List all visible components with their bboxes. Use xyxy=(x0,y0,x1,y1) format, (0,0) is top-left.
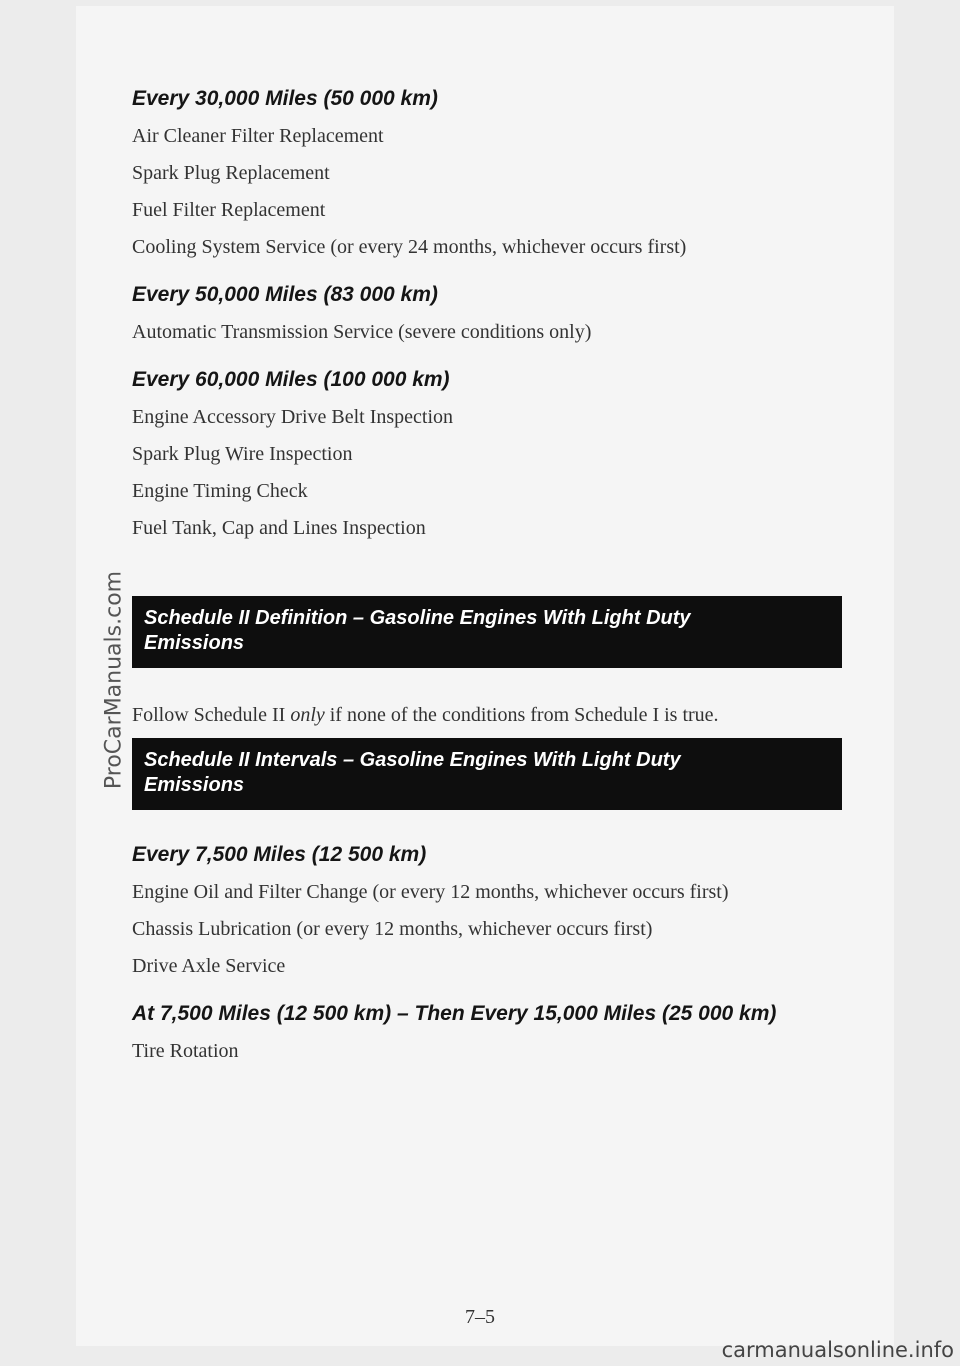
follow-text-end: if none of the conditions from Schedule I is true. xyxy=(324,704,719,726)
interval-block xyxy=(132,840,848,985)
maintenance-item: Automatic Transmission Service (severe conditions only) xyxy=(132,321,592,343)
maintenance-item: Engine Accessory Drive Belt Inspection xyxy=(132,406,454,428)
interval-heading: Every 50,000 Miles (83 000 km) xyxy=(132,283,438,306)
maintenance-item: Fuel Tank, Cap and Lines Inspection xyxy=(132,517,426,539)
banner-title-line: Schedule II Intervals – Gasoline Engines With Light Duty xyxy=(144,749,681,771)
interval-heading: Every 7,500 Miles (12 500 km) xyxy=(132,843,427,866)
maintenance-item: Engine Oil and Filter Change (or every 12 months, whichever occurs first) xyxy=(132,881,729,903)
schedule-one-intervals xyxy=(132,84,848,561)
maintenance-item: Air Cleaner Filter Replacement xyxy=(132,125,384,147)
schedule-two-intervals xyxy=(132,840,848,1084)
interval-block xyxy=(132,280,848,351)
page-number: 7–5 xyxy=(465,1306,495,1328)
maintenance-item: Fuel Filter Replacement xyxy=(132,199,326,221)
side-watermark xyxy=(94,440,134,920)
interval-heading: Every 30,000 Miles (50 000 km) xyxy=(132,87,438,110)
side-watermark-text: ProCarManuals.com xyxy=(101,570,127,790)
interval-heading: Every 60,000 Miles (100 000 km) xyxy=(132,368,450,391)
banner-title-line: Emissions xyxy=(144,632,245,654)
banner-title-line: Emissions xyxy=(144,774,245,796)
interval-item-list xyxy=(132,118,848,266)
bottom-watermark: carmanualsonline.info xyxy=(721,1338,954,1362)
maintenance-item: Spark Plug Replacement xyxy=(132,162,330,184)
maintenance-item: Cooling System Service (or every 24 months, whichever occurs first) xyxy=(132,236,687,258)
interval-item-list xyxy=(132,1033,848,1070)
banner-title-line: Schedule II Definition – Gasoline Engines With Light Duty xyxy=(144,607,691,629)
follow-text-emphasis: only xyxy=(290,704,325,726)
maintenance-item: Tire Rotation xyxy=(132,1040,239,1062)
maintenance-item: Drive Axle Service xyxy=(132,955,286,977)
maintenance-item: Engine Timing Check xyxy=(132,480,308,502)
intervals-banner xyxy=(132,738,842,810)
interval-item-list xyxy=(132,399,848,547)
interval-heading: At 7,500 Miles (12 500 km) – Then Every 15,000 Miles (25 000 km) xyxy=(132,1002,777,1025)
interval-block xyxy=(132,84,848,266)
interval-item-list xyxy=(132,314,848,351)
maintenance-item: Spark Plug Wire Inspection xyxy=(132,443,353,465)
schedule-definition-text xyxy=(132,700,719,730)
follow-text-start: Follow Schedule II xyxy=(132,704,291,726)
definition-banner xyxy=(132,596,842,668)
interval-block xyxy=(132,999,848,1070)
maintenance-item: Chassis Lubrication (or every 12 months, whichever occurs first) xyxy=(132,918,653,940)
interval-block xyxy=(132,365,848,547)
interval-item-list xyxy=(132,874,848,985)
